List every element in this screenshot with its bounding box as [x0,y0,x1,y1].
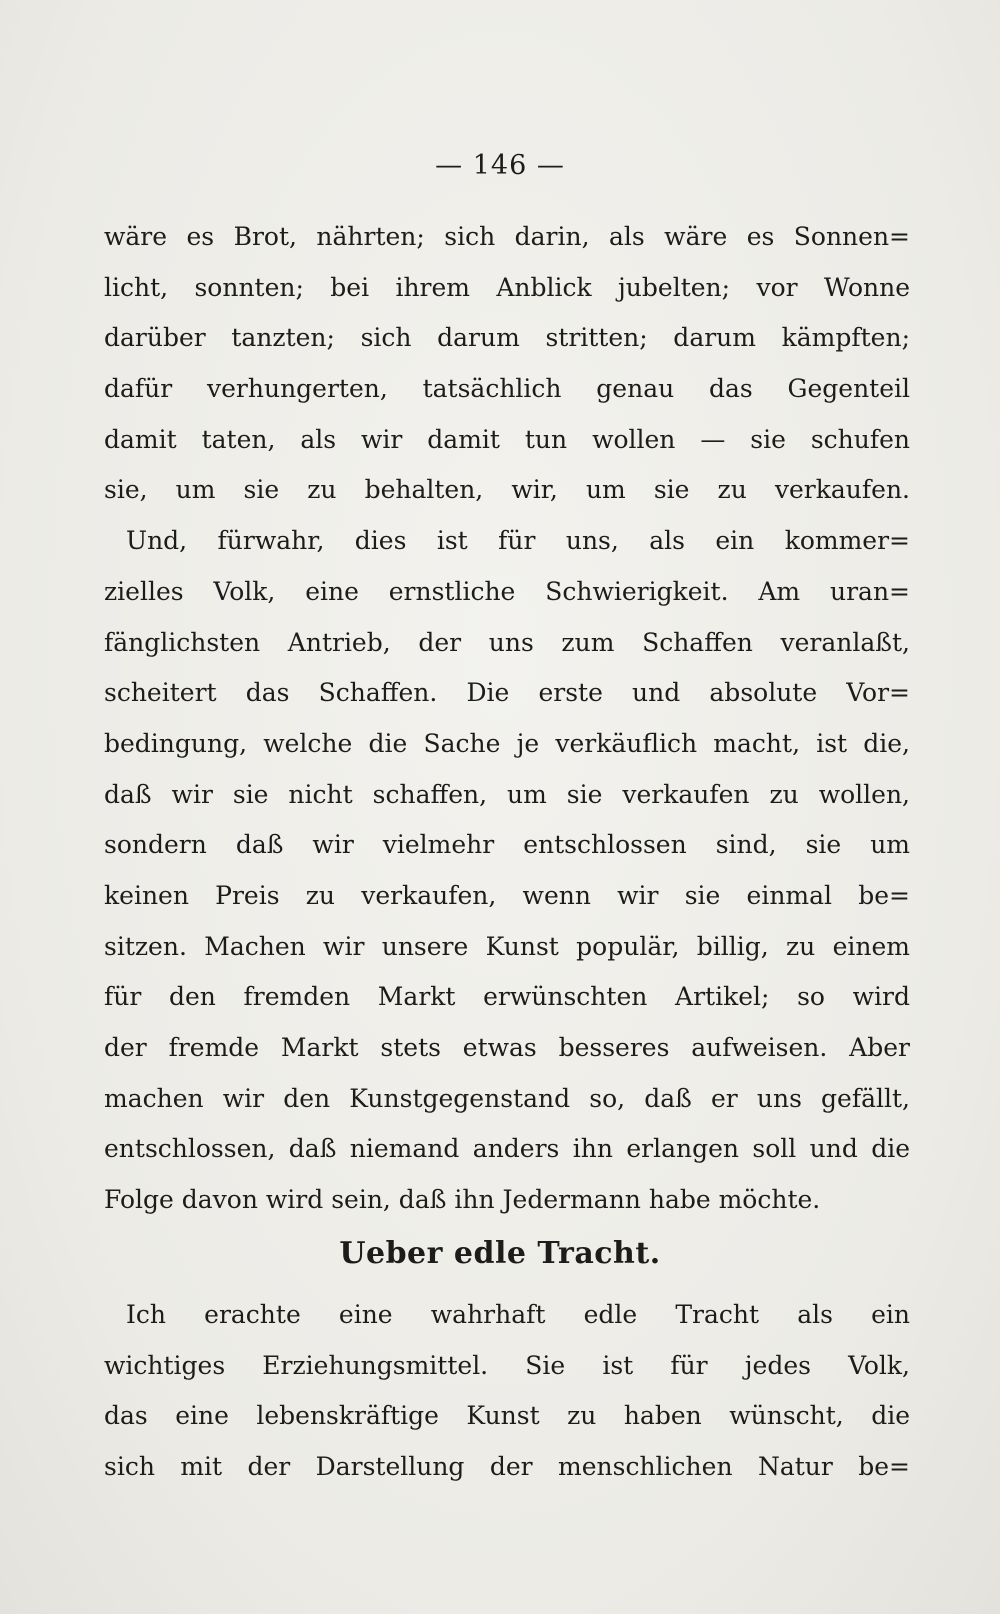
text-line: Und, fürwahr, dies ist für uns, als ein kommer= [126,526,910,556]
text-line: sich mit der Darstellung der menschlichen Natur be= [104,1452,910,1482]
text-line: machen wir den Kunstgegenstand so, daß er uns gefällt, [104,1083,910,1113]
text-line: keinen Preis zu verkaufen, wenn wir sie einmal be= [104,880,910,910]
text-line: fänglichsten Antrieb, der uns zum Schaffen veranlaßt, [104,627,910,657]
text-line: sie, um sie zu behalten, wir, um sie zu verkaufen. [104,475,910,505]
text-line: Folge davon wird sein, daß ihn Jedermann habe möchte. [104,1185,821,1215]
text-line: scheitert das Schaffen. Die erste und absolute Vor= [104,678,910,708]
text-line: wichtiges Erziehungsmittel. Sie ist für jedes Volk, [104,1350,910,1380]
text-line: darüber tanzten; sich darum stritten; darum kämpften; [104,323,910,353]
text-line: das eine lebenskräftige Kunst zu haben wünscht, die [104,1401,910,1431]
text-line: zielles Volk, eine ernstliche Schwierigkeit. Am uran= [104,576,910,606]
text-line: bedingung, welche die Sache je verkäuflich macht, ist die, [104,728,910,758]
body-text [104,212,910,1226]
text-line: wäre es Brot, nährten; sich darin, als wäre es Sonnen= [104,222,910,251]
section-heading: Ueber edle Tracht. [339,1236,661,1271]
text-line: damit taten, als wir damit tun wollen — sie schufen [104,424,910,454]
text-line: entschlossen, daß niemand anders ihn erlangen soll und die [104,1134,910,1164]
text-line: sondern daß wir vielmehr entschlossen sind, sie um [104,830,910,860]
text-line: licht, sonnten; bei ihrem Anblick jubelten; vor Wonne [104,272,910,302]
text-line: sitzen. Machen wir unsere Kunst populär, billig, zu einem [104,931,910,961]
body-text [104,1290,910,1493]
text-line: der fremde Markt stets etwas besseres aufweisen. Aber [104,1033,910,1062]
text-line: daß wir sie nicht schaffen, um sie verkaufen zu wollen, [104,779,910,809]
text-line: Ich erachte eine wahrhaft edle Tracht als ein [126,1300,910,1329]
text-line: für den fremden Markt erwünschten Artikel; so wird [104,982,910,1012]
page-number: — 146 — [435,150,565,181]
text-line: dafür verhungerten, tatsächlich genau das Gegenteil [104,374,910,404]
